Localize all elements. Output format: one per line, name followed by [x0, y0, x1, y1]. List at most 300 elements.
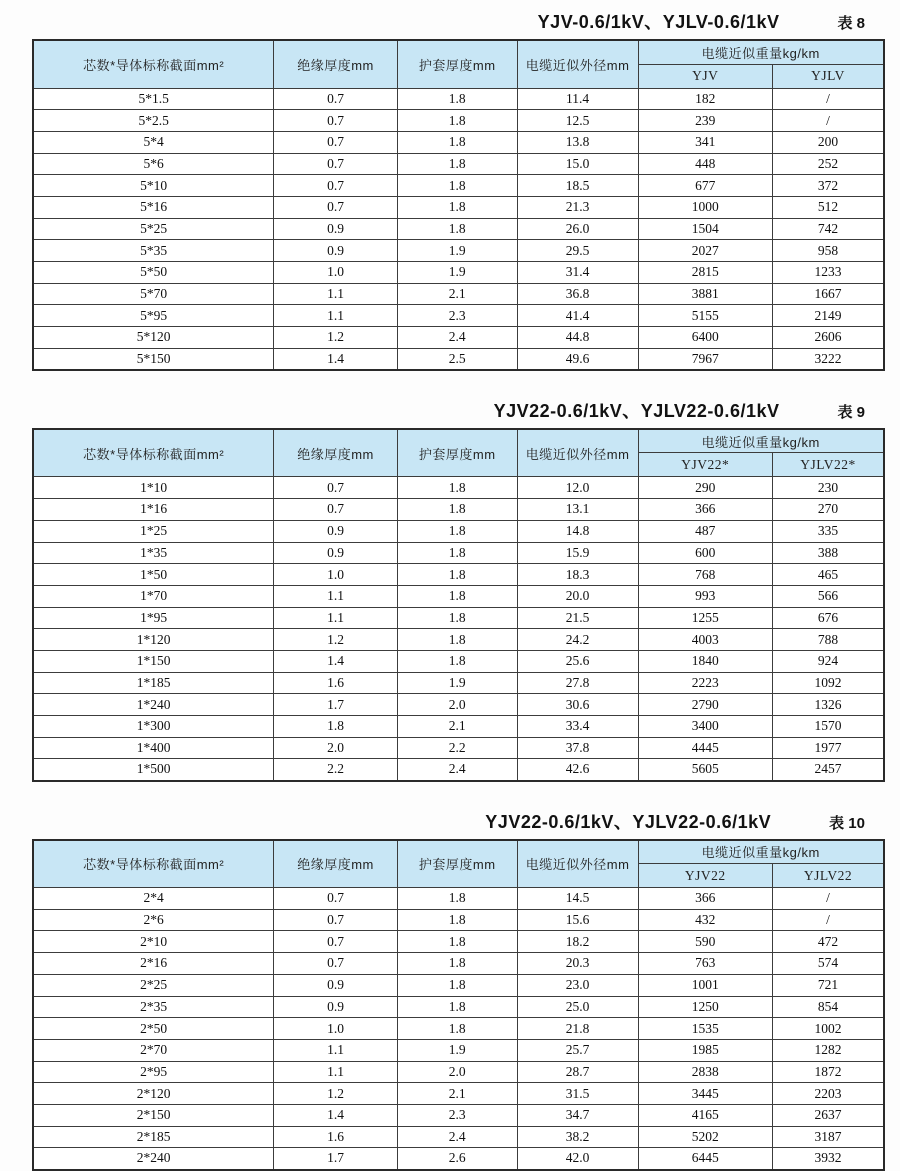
cell: 854 [772, 996, 884, 1018]
table-row [33, 974, 884, 996]
cell: 0.9 [274, 240, 397, 262]
cell: 20.3 [517, 953, 638, 975]
cell: 5202 [638, 1126, 772, 1148]
cell: 14.5 [517, 888, 638, 910]
cell: 721 [772, 974, 884, 996]
table-row [33, 694, 884, 716]
cell: 341 [638, 131, 772, 153]
cell: 1.9 [397, 240, 517, 262]
cell: 1504 [638, 218, 772, 240]
cell: 290 [638, 477, 772, 499]
cell: 0.7 [274, 931, 397, 953]
cell: 15.9 [517, 542, 638, 564]
cell: 25.7 [517, 1039, 638, 1061]
cell: 26.0 [517, 218, 638, 240]
cell: 1.0 [274, 262, 397, 284]
cell: 2.2 [397, 737, 517, 759]
cell: 27.8 [517, 672, 638, 694]
cell: 1.6 [274, 672, 397, 694]
cell: 2*25 [33, 974, 274, 996]
header-core-section: 芯数*导体标称截面mm² [33, 40, 274, 88]
cell: 768 [638, 564, 772, 586]
cell: 3932 [772, 1148, 884, 1170]
cell: 600 [638, 542, 772, 564]
table-title: YJV22-0.6/1kV、YJLV22-0.6/1kV [485, 811, 772, 832]
cell: 1000 [638, 196, 772, 218]
cell: 0.9 [274, 542, 397, 564]
cell: 0.7 [274, 153, 397, 175]
header-sheath-thickness: 护套厚度mm [397, 40, 517, 88]
header-weight-yjlv22: YJLV22* [772, 453, 884, 477]
table-10-body [33, 888, 884, 1170]
cell: 18.2 [517, 931, 638, 953]
cell: 1*25 [33, 520, 274, 542]
cell: 7967 [638, 348, 772, 370]
cell: 5155 [638, 305, 772, 327]
cell: 15.6 [517, 909, 638, 931]
cell: 5*4 [33, 131, 274, 153]
cell: 0.7 [274, 888, 397, 910]
cell: 1250 [638, 996, 772, 1018]
cell: 2*50 [33, 1018, 274, 1040]
cell: 0.9 [274, 218, 397, 240]
cell: 1.8 [397, 1018, 517, 1040]
cell: 5*10 [33, 175, 274, 197]
cell: 1.6 [274, 1126, 397, 1148]
cell: / [772, 88, 884, 110]
table-8-title-row [32, 8, 885, 33]
table-row [33, 996, 884, 1018]
cell: 1.7 [274, 694, 397, 716]
cell: 448 [638, 153, 772, 175]
cell: 366 [638, 499, 772, 521]
cell: 0.9 [274, 974, 397, 996]
table-row [33, 499, 884, 521]
header-core-section: 芯数*导体标称截面mm² [33, 429, 274, 477]
cell: 31.5 [517, 1083, 638, 1105]
cell: 993 [638, 585, 772, 607]
cell: 5*6 [33, 153, 274, 175]
header-approx-od: 电缆近似外径mm [517, 40, 638, 88]
cell: 1*50 [33, 564, 274, 586]
table-row [33, 650, 884, 672]
cell: 1.2 [274, 327, 397, 349]
table-number: 表 9 [837, 403, 865, 421]
cell: 763 [638, 953, 772, 975]
cell: 1.0 [274, 1018, 397, 1040]
cell: 11.4 [517, 88, 638, 110]
cell: 5*16 [33, 196, 274, 218]
cell: 335 [772, 520, 884, 542]
cell: 472 [772, 931, 884, 953]
cell: 1872 [772, 1061, 884, 1083]
cell: / [772, 888, 884, 910]
cell: 3222 [772, 348, 884, 370]
cell: 252 [772, 153, 884, 175]
cell: 1002 [772, 1018, 884, 1040]
cell: 1233 [772, 262, 884, 284]
table-row [33, 520, 884, 542]
cell: 0.7 [274, 499, 397, 521]
cell: 230 [772, 477, 884, 499]
cell: 1985 [638, 1039, 772, 1061]
cell: 3400 [638, 716, 772, 738]
header-weight-group: 电缆近似重量kg/km [638, 40, 884, 64]
table-row [33, 737, 884, 759]
table-row [33, 1039, 884, 1061]
cell: 0.9 [274, 520, 397, 542]
cell: 1.0 [274, 564, 397, 586]
cell: 0.7 [274, 196, 397, 218]
cell: 1.1 [274, 305, 397, 327]
cell: 36.8 [517, 283, 638, 305]
table-9-body [33, 477, 884, 781]
cell: 1.8 [397, 131, 517, 153]
cell: 788 [772, 629, 884, 651]
cell: 487 [638, 520, 772, 542]
cable-spec-table-8 [32, 39, 885, 371]
cell: 1.8 [397, 175, 517, 197]
cell: 2*95 [33, 1061, 274, 1083]
table-row [33, 716, 884, 738]
cell: 1.1 [274, 283, 397, 305]
cell: 31.4 [517, 262, 638, 284]
cell: 2*35 [33, 996, 274, 1018]
cable-spec-table-9 [32, 428, 885, 782]
cell: 6400 [638, 327, 772, 349]
cell: 1.1 [274, 585, 397, 607]
cell: 1*120 [33, 629, 274, 651]
cell: 1.2 [274, 1083, 397, 1105]
cell: 1.8 [397, 110, 517, 132]
cell: 1.9 [397, 262, 517, 284]
cell: 1092 [772, 672, 884, 694]
cell: 1.8 [397, 909, 517, 931]
cell: 5*1.5 [33, 88, 274, 110]
cell: 1.4 [274, 348, 397, 370]
cell: 2.1 [397, 716, 517, 738]
cell: 1255 [638, 607, 772, 629]
cell: 590 [638, 931, 772, 953]
cell: 1*185 [33, 672, 274, 694]
header-insulation-thickness: 绝缘厚度mm [274, 840, 397, 888]
cell: 28.7 [517, 1061, 638, 1083]
table-row [33, 327, 884, 349]
cell: 14.8 [517, 520, 638, 542]
cell: 2.1 [397, 283, 517, 305]
cell: 1840 [638, 650, 772, 672]
cell: 33.4 [517, 716, 638, 738]
cell: 3881 [638, 283, 772, 305]
cell: 41.4 [517, 305, 638, 327]
cell: 1.9 [397, 1039, 517, 1061]
cell: 25.0 [517, 996, 638, 1018]
header-sheath-thickness: 护套厚度mm [397, 840, 517, 888]
cell: 1*400 [33, 737, 274, 759]
cell: 12.0 [517, 477, 638, 499]
cell: 1.8 [397, 629, 517, 651]
table-row [33, 196, 884, 218]
cell: 1.1 [274, 1039, 397, 1061]
cell: 42.6 [517, 759, 638, 781]
cell: 0.7 [274, 953, 397, 975]
cell: 1.8 [397, 953, 517, 975]
cell: 2815 [638, 262, 772, 284]
cell: 366 [638, 888, 772, 910]
header-weight-group: 电缆近似重量kg/km [638, 840, 884, 864]
cell: 677 [638, 175, 772, 197]
cell: 2*16 [33, 953, 274, 975]
cell: 1*300 [33, 716, 274, 738]
cell: 3445 [638, 1083, 772, 1105]
cell: 2.3 [397, 1104, 517, 1126]
table-row [33, 110, 884, 132]
cell: 2*70 [33, 1039, 274, 1061]
cell: 2*10 [33, 931, 274, 953]
cell: 2*4 [33, 888, 274, 910]
table-row [33, 629, 884, 651]
table-title: YJV22-0.6/1kV、YJLV22-0.6/1kV [493, 400, 780, 421]
table-number: 表 8 [837, 15, 865, 32]
cell: 5*120 [33, 327, 274, 349]
cell: 239 [638, 110, 772, 132]
cell: 20.0 [517, 585, 638, 607]
cell: 1.8 [397, 585, 517, 607]
cell: 0.7 [274, 88, 397, 110]
cell: 1.8 [397, 607, 517, 629]
cell: 1.1 [274, 1061, 397, 1083]
cell: 1.8 [397, 153, 517, 175]
cell: 2.6 [397, 1148, 517, 1170]
cell: 21.3 [517, 196, 638, 218]
cell: 49.6 [517, 348, 638, 370]
table-row [33, 131, 884, 153]
cell: 2027 [638, 240, 772, 262]
cell: 1.8 [397, 196, 517, 218]
cell: 21.8 [517, 1018, 638, 1040]
cell: 2.3 [397, 305, 517, 327]
table-row [33, 348, 884, 370]
table-row [33, 218, 884, 240]
cell: 23.0 [517, 974, 638, 996]
cell: 3187 [772, 1126, 884, 1148]
cell: 2*6 [33, 909, 274, 931]
cell: 2.1 [397, 1083, 517, 1105]
cell: 1570 [772, 716, 884, 738]
cell: 37.8 [517, 737, 638, 759]
cell: 1.2 [274, 629, 397, 651]
cell: 29.5 [517, 240, 638, 262]
cell: 1.8 [397, 218, 517, 240]
header-weight-group: 电缆近似重量kg/km [638, 429, 884, 453]
cell: 6445 [638, 1148, 772, 1170]
cell: 1.8 [397, 88, 517, 110]
cell: 1282 [772, 1039, 884, 1061]
cell: 2.2 [274, 759, 397, 781]
cell: 24.2 [517, 629, 638, 651]
table-row [33, 607, 884, 629]
cell: 0.7 [274, 477, 397, 499]
cell: 1*16 [33, 499, 274, 521]
cell: 2.0 [397, 694, 517, 716]
cell: 1*500 [33, 759, 274, 781]
cell: 1.8 [397, 650, 517, 672]
header-insulation-thickness: 绝缘厚度mm [274, 429, 397, 477]
cell: 2457 [772, 759, 884, 781]
table-row [33, 931, 884, 953]
cell: 15.0 [517, 153, 638, 175]
cell: 34.7 [517, 1104, 638, 1126]
table-row [33, 672, 884, 694]
cell: 1.9 [397, 672, 517, 694]
cell: 1.8 [397, 564, 517, 586]
cell: 566 [772, 585, 884, 607]
cell: 5*50 [33, 262, 274, 284]
cell: 5*150 [33, 348, 274, 370]
cell: 924 [772, 650, 884, 672]
cell: 2838 [638, 1061, 772, 1083]
cell: 1.4 [274, 650, 397, 672]
cell: 1*240 [33, 694, 274, 716]
cell: 1*10 [33, 477, 274, 499]
cell: 1326 [772, 694, 884, 716]
table-row [33, 1018, 884, 1040]
cell: 2149 [772, 305, 884, 327]
cell: 5*2.5 [33, 110, 274, 132]
table-row [33, 153, 884, 175]
cell: 2.4 [397, 327, 517, 349]
table-title: YJV-0.6/1kV、YJLV-0.6/1kV [537, 12, 780, 32]
cell: 44.8 [517, 327, 638, 349]
table-row [33, 1061, 884, 1083]
table-number: 表 10 [829, 814, 865, 832]
table-9-title-row [32, 397, 885, 422]
table-row [33, 88, 884, 110]
table-row [33, 262, 884, 284]
cell: 18.3 [517, 564, 638, 586]
header-core-section: 芯数*导体标称截面mm² [33, 840, 274, 888]
cell: 432 [638, 909, 772, 931]
cell: 372 [772, 175, 884, 197]
cell: 1.1 [274, 607, 397, 629]
cell: / [772, 909, 884, 931]
cell: 21.5 [517, 607, 638, 629]
cell: 676 [772, 607, 884, 629]
cell: 2*120 [33, 1083, 274, 1105]
table-row [33, 888, 884, 910]
cell: 1535 [638, 1018, 772, 1040]
cell: 13.1 [517, 499, 638, 521]
cell: 1.8 [397, 542, 517, 564]
cell: 2.4 [397, 1126, 517, 1148]
table-row [33, 1083, 884, 1105]
cell: 0.7 [274, 110, 397, 132]
cell: 5605 [638, 759, 772, 781]
cell: 465 [772, 564, 884, 586]
table-row [33, 585, 884, 607]
header-insulation-thickness: 绝缘厚度mm [274, 40, 397, 88]
header-weight-yjlv: YJLV [772, 64, 884, 88]
cell: 1*35 [33, 542, 274, 564]
cell: 1001 [638, 974, 772, 996]
header-weight-yjv22: YJV22 [638, 864, 772, 888]
cell: 2637 [772, 1104, 884, 1126]
cell: 0.7 [274, 131, 397, 153]
cell: 2203 [772, 1083, 884, 1105]
table-row [33, 1104, 884, 1126]
cell: 4003 [638, 629, 772, 651]
cell: 1.4 [274, 1104, 397, 1126]
table-row [33, 305, 884, 327]
cell: 2223 [638, 672, 772, 694]
cell: 1.8 [397, 477, 517, 499]
cell: 1.8 [397, 499, 517, 521]
cell: 18.5 [517, 175, 638, 197]
cell: 742 [772, 218, 884, 240]
table-row [33, 759, 884, 781]
cell: 30.6 [517, 694, 638, 716]
cell: 4445 [638, 737, 772, 759]
cell: 25.6 [517, 650, 638, 672]
table-8-body [33, 88, 884, 370]
header-approx-od: 电缆近似外径mm [517, 840, 638, 888]
table-row [33, 175, 884, 197]
cell: 1*70 [33, 585, 274, 607]
table-row [33, 542, 884, 564]
table-8-section [32, 8, 885, 371]
table-10-section [32, 808, 885, 1171]
table-row [33, 909, 884, 931]
cell: 2*240 [33, 1148, 274, 1170]
header-weight-yjlv22: YJLV22 [772, 864, 884, 888]
cell: 1.8 [397, 931, 517, 953]
cell: 2606 [772, 327, 884, 349]
table-row [33, 477, 884, 499]
cell: 0.7 [274, 909, 397, 931]
table-row [33, 564, 884, 586]
header-weight-yjv: YJV [638, 64, 772, 88]
cell: 4165 [638, 1104, 772, 1126]
cell: 270 [772, 499, 884, 521]
table-row [33, 240, 884, 262]
cell: 1.7 [274, 1148, 397, 1170]
cell: 5*95 [33, 305, 274, 327]
cell: 182 [638, 88, 772, 110]
cell: 2790 [638, 694, 772, 716]
cell: / [772, 110, 884, 132]
cell: 388 [772, 542, 884, 564]
cell: 2*185 [33, 1126, 274, 1148]
cell: 1*150 [33, 650, 274, 672]
cell: 200 [772, 131, 884, 153]
table-row [33, 283, 884, 305]
cell: 13.8 [517, 131, 638, 153]
cell: 5*70 [33, 283, 274, 305]
cell: 1.8 [397, 974, 517, 996]
cell: 1*95 [33, 607, 274, 629]
cell: 1.8 [397, 520, 517, 542]
header-approx-od: 电缆近似外径mm [517, 429, 638, 477]
cell: 42.0 [517, 1148, 638, 1170]
cell: 2.4 [397, 759, 517, 781]
header-weight-yjv22: YJV22* [638, 453, 772, 477]
cell: 1.8 [397, 888, 517, 910]
cell: 12.5 [517, 110, 638, 132]
cable-spec-table-10 [32, 839, 885, 1171]
cell: 1977 [772, 737, 884, 759]
header-sheath-thickness: 护套厚度mm [397, 429, 517, 477]
cell: 5*25 [33, 218, 274, 240]
